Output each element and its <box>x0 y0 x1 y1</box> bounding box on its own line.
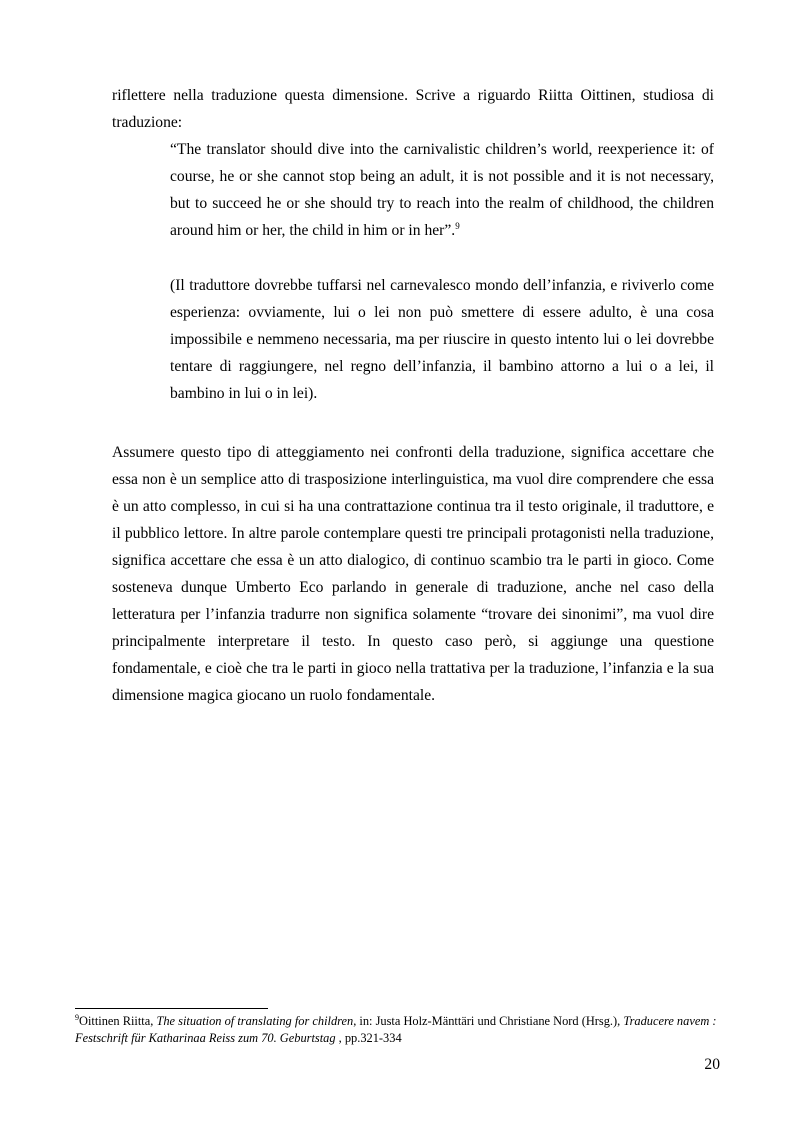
footnote-number: 9 <box>75 1012 79 1022</box>
italian-translation-quote: (Il traduttore dovrebbe tuffarsi nel carnevalesco mondo dell’infanzia, e riviverlo come esperienza: ovviamente, lui o lei non può smettere di essere adulto, è una cosa impossibile e nemmeno necessaria, ma per riuscire in questo intento lui o lei dovrebbe tentare di raggiungere, nel regno dell’infanzia, il bambino attorno a lui o a lei, il bambino in lui o in lei). <box>170 277 714 402</box>
footnote-author: Oittinen Riitta, <box>79 1014 157 1028</box>
footnote-pages: , pp.321-334 <box>335 1031 402 1045</box>
page-number: 20 <box>704 1056 720 1073</box>
footnote-editors: , in: Justa Holz-Mänttäri und Christiane Nord (Hrsg.), <box>353 1014 624 1028</box>
footnote-book-title: Traducere navem : Festschrift für Katharinaa Reiss zum 70. Geburtstag <box>75 1014 717 1045</box>
body-paragraph: Assumere questo tipo di atteggiamento nei confronti della traduzione, significa accettare che essa non è un semplice atto di trasposizione interlinguistica, ma vuol dire comprendere che essa è un atto complesso, in cui si ha una contrattazione continua tra il testo originale, il traduttore, e il pubblico lettore. In altre parole contemplare questi tre principali protagonisti nella traduzione, significa accettare che essa è un atto dialogico, di continuo scambio tra le parti in gioco. Come sosteneva dunque Umberto Eco parlando in generale di traduzione, anche nel caso della letteratura per l’infanzia tradurre non significa solamente “trovare dei sinonimi”, ma vuol dire principalmente interpretare il testo. In questo caso però, si aggiunge una questione fondamentale, e cioè che tra le parti in gioco nella trattativa per la traduzione, l’infanzia e la sua dimensione magica giocano un ruolo fondamentale. <box>112 444 714 704</box>
intro-paragraph: riflettere nella traduzione questa dimensione. Scrive a riguardo Riitta Oittinen, studiosa di traduzione: <box>112 87 714 131</box>
footnote-title: The situation of translating for children <box>156 1014 354 1028</box>
footnote <box>75 1013 725 1047</box>
english-quote <box>170 136 714 244</box>
footnote-divider <box>75 1008 268 1009</box>
footnote-reference[interactable]: 9 <box>455 220 460 231</box>
english-quote-text: “The translator should dive into the carnivalistic children’s world, reexperience it: of course, he or she cannot stop being an adult, it is not possible and it is not necessary, but to succeed he or she should try to reach into the realm of childhood, the children around him or her, the child in him or in her”. <box>170 141 714 239</box>
